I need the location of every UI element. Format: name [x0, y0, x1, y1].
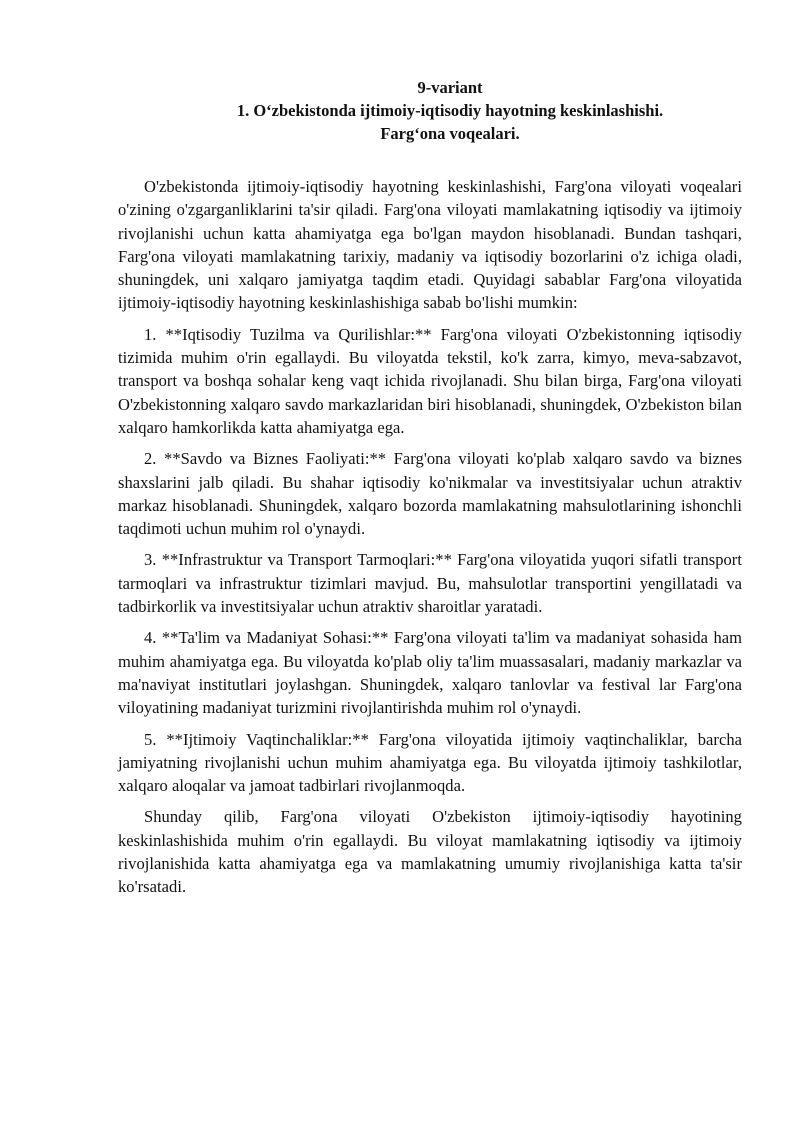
list-item-education-culture: 4. **Ta'lim va Madaniyat Sohasi:** Farg'ona viloyati ta'lim va madaniyat sohasida ham muhim ahamiyatga ega. Bu viloyatda ko'plab oliy ta'lim muassasalari, madaniy markazlar va ma'naviyat institutlari joylashgan. Shuningdek, xalqaro tanlovlar va festival lar Farg'ona viloyatining madaniyat turizmini rivojlantirishda muhim rol o'ynaydi.: [118, 628, 742, 718]
intro-paragraph: O'zbekistonda ijtimoiy-iqtisodiy hayotning keskinlashishi, Farg'ona viloyati voqealari o'zining o'zgarganliklarini ta'sir qiladi. Farg'ona viloyati mamlakatning iqtisodiy va ijtimoiy rivojlanishi uchun katta ahamiyatga ega bo'lgan maydon hisoblanadi. Bundan tashqari, Farg'ona viloyati mamlakatning tarixiy, madaniy va iqtisodiy bozorlarini o'z ichiga oladi, shuningdek, uni xalqaro jamiyatga taqdim etadi. Quyidagi sabablar Farg'ona viloyatida ijtimoiy-iqtisodiy hayotning keskinlashishiga sabab bo'lishi mumkin:: [118, 177, 742, 313]
list-item-social: 5. **Ijtimoiy Vaqtinchaliklar:** Farg'ona viloyatida ijtimoiy vaqtinchaliklar, barcha jamiyatning rivojlanishi uchun muhim ahamiyatga ega. Bu viloyatda ijtimoiy tashkilotlar, xalqaro aloqalar va jamoat tadbirlari rivojlanmoqda.: [118, 729, 742, 796]
conclusion-paragraph: Shunday qilib, Farg'ona viloyati O'zbekiston ijtimoiy-iqtisodiy hayotining keskinlashishida muhim o'rin egallaydi. Bu viloyat mamlakatning iqtisodiy va ijtimoiy rivojlanishida katta ahamiyatga ega va mamlakatning umumiy rivojlanishiga katta ta'sir ko'rsatadi.: [118, 807, 742, 897]
document-subtitle: Farg‘ona voqealari.: [380, 124, 520, 143]
list-item-trade-business: 2. **Savdo va Biznes Faoliyati:** Farg'ona viloyati ko'plab xalqaro savdo va biznes shaxslarini jalb qiladi. Bu shahar iqtisodiy ko'nikmalar va investitsiyalar uchun atraktiv markaz hisoblanadi. Shuningdek, xalqaro bozorda mamlakatning mahsulotlarining ishonchli taqdimoti uchun muhim rol o'ynaydi.: [118, 449, 742, 539]
list-item-infrastructure: 3. **Infrastruktur va Transport Tarmoqlari:** Farg'ona viloyatida yuqori sifatli transport tarmoqlari va infrastruktur tizimlari mavjud. Bu, mahsulotlar transportini yengillatadi va tadbirkorlik va investitsiyalar uchun atraktiv sharoitlar yaratadi.: [118, 550, 742, 617]
document-page: [118, 76, 742, 907]
document-body: [118, 175, 742, 899]
list-item-economic-structure: 1. **Iqtisodiy Tuzilma va Qurilishlar:** Farg'ona viloyati O'zbekistonning iqtisodiy tizimida muhim o'rin egallaydi. Bu viloyatda tekstil, ko'k zarra, kimyo, meva-sabzavot, transport va boshqa sohalar keng vaqt ichida rivojlanadi. Shu bilan birga, Farg'ona viloyati O'zbekistonning xalqaro savdo markazlaridan biri hisoblanadi, shuningdek, O'zbekiston bilan xalqaro hamkorlikda katta ahamiyatga ega.: [118, 324, 742, 437]
variant-heading: 9-variant: [417, 78, 483, 97]
document-title: 1. O‘zbekistonda ijtimoiy-iqtisodiy hayotning keskinlashishi.: [236, 101, 664, 120]
